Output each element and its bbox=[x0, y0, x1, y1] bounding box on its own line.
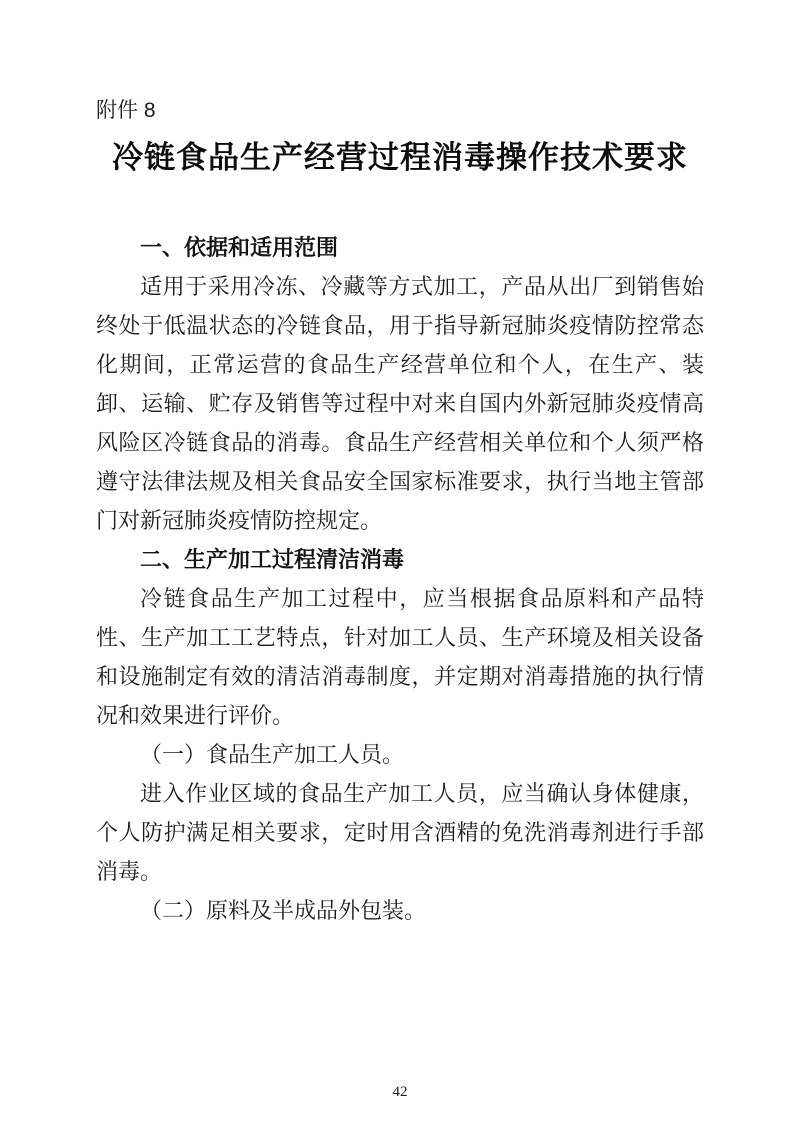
section-2-subitem-1: （一）食品生产加工人员。 bbox=[140, 742, 405, 767]
page-number: 42 bbox=[392, 1084, 408, 1100]
section-2-heading: 二、生产加工过程清洁消毒 bbox=[140, 547, 405, 572]
section-2-paragraph: 进入作业区域的食品生产加工人员，应当确认身体健康，个人防护满足相关要求，定时用含酒精的免洗消毒剂进行手部消毒。 bbox=[96, 781, 704, 884]
attachment-label: 附件 8 bbox=[96, 99, 156, 122]
section-2-paragraph: 冷链食品生产加工过程中，应当根据食品原料和产品特性、生产加工工艺特点，针对加工人员、生产环境及相关设备和设施制定有效的清洁消毒制度，并定期对消毒措施的执行情况和效果进行评价。 bbox=[96, 586, 704, 728]
document-title: 冷链食品生产经营过程消毒操作技术要求 bbox=[112, 140, 688, 175]
section-1-paragraph: 适用于采用冷冻、冷藏等方式加工，产品从出厂到销售始终处于低温状态的冷链食品，用于指导新冠肺炎疫情防控常态化期间，正常运营的食品生产经营单位和个人，在生产、装卸、运输、贮存及销售等过程中对来自国内外新冠肺炎疫情高风险区冷链食品的消毒。食品生产经营相关单位和个人须严格遵守法律法规及相关食品安全国家标准要求，执行当地主管部门对新冠肺炎疫情防控规定。 bbox=[96, 274, 704, 533]
section-2-subitem-2: （二）原料及半成品外包装。 bbox=[140, 898, 427, 923]
section-1-heading: 一、依据和适用范围 bbox=[140, 235, 339, 260]
